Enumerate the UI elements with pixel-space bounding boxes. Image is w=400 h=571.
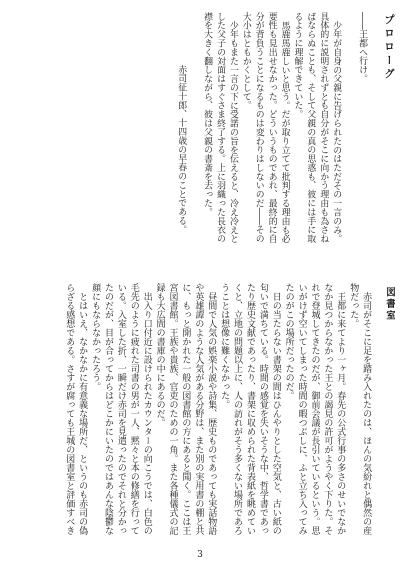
section-heading: 図書室 (384, 287, 395, 322)
library-section (10, 283, 395, 543)
page-number: 3 (197, 550, 203, 560)
prologue-section (10, 12, 395, 244)
closing-line: 赤司征十郎、十四歳の早春のことである。 (176, 65, 187, 235)
paragraph: 王都に来てより一ヶ月。春先の公式行事の多さのせいでなかなか見つからなかった王との謁見の許可がようやく下りた。それで登城してきたのだが、御前会議が長引いているという。思いがけず空いてしまった時間の暇つぶしに、ふと立ち入ってみたのがこの場所だったのだ。 (283, 283, 346, 535)
paragraph: とはいえ、なかなかに有意義な場所だ、というのも赤司の偽らざる感想である。さすが腐っても王城の図書室と評価すべき (64, 283, 88, 535)
paragraph: 出入り口付近に設けられたカウンターの向こうでは、白色の毛先のように疲れた司書の男が一人、黙々と本の修繕を行っている。入室した折、一瞬だけ赤司を見遣ったのでそれと分かったのだが、目が合ってからはどこかにいたのではあんな陰鬱な顔にもならなかったろう。 (90, 283, 152, 535)
paragraph: 少年もまた一言の下に受諾の旨を伝えると、冷え冷えとした父子の対面はすぐさま終了する。上に羽織った長衣の襟を大きく翻しながら、彼は父親の書斎を去った。 (202, 12, 238, 244)
paragraph: 日の当たらない書架の間はひんやりとした空気と、古い紙の匂いで満ちている。時間の感覚を失いそうな中、哲学書であったり歴史文献であったり、書架に収められた背表紙を眺めていくと、立地の問題以上に、人の訪れがそう多くない場所であろうことは想像に難くなかった。 (219, 283, 281, 535)
chapter-title: プロローグ (383, 14, 395, 82)
opening-line: ――王都へ行け。 (357, 12, 368, 84)
paragraph: 赤司がそこに足を踏み入れたのは、ほんの気紛れと偶然の産物だった。 (348, 283, 372, 535)
paragraph: 馬鹿馬鹿しいと思う。だが取り立てて批判する理由も必要性も見出せなかった。どういうものであれ、最終的に自分が背負うことになるものは変わりはしないのだ――その大小はともかくとして。 (240, 12, 290, 244)
paragraph: 少年が自身の父親に告げられたのはただその一言のみ。具体的に説明されずとも自分がそこに向かう理由も為さねばならぬことも、そして父親の真の思惑も、彼には手に取るように理解できていた。 (292, 12, 342, 244)
paragraph: 昼間で人気の娯楽小説や詩集、歴史ものであっても実話物語や英雄譚のような人気がある分野は、また別の実用書の棚と共に、もっと開かれた一般の図書館の方にあると聞く。ここは王宮図書館。王族や貴族、官吏のための一角。また各種儀式の記録も大広間の書庫の中にあるのだ。 (154, 283, 217, 535)
